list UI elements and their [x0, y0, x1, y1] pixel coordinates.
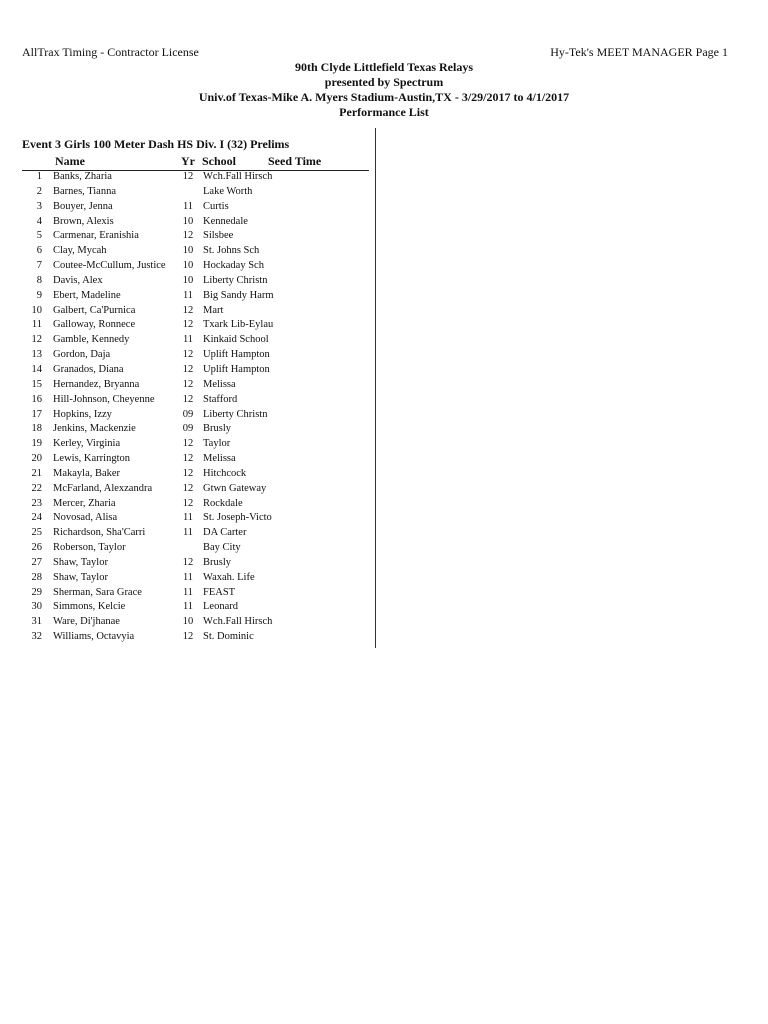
athlete-name-cell: Clay, Mycah [53, 245, 107, 257]
school-cell: Leonard [203, 601, 238, 613]
table-row [0, 259, 375, 274]
school-cell: Wch.Fall Hirsch [203, 171, 273, 182]
year-cell: 12 [182, 467, 194, 479]
place-cell: 26 [31, 542, 42, 554]
table-row [0, 200, 375, 215]
athlete-name-cell: Gamble, Kennedy [53, 334, 130, 346]
school-cell: Taylor [203, 438, 231, 450]
table-row [0, 437, 375, 452]
table-row [0, 393, 375, 408]
school-cell: Bay City [203, 542, 241, 554]
year-cell: 11 [182, 512, 194, 524]
table-row [0, 170, 375, 185]
year-cell: 12 [182, 393, 194, 405]
year-cell: 11 [182, 527, 194, 539]
place-cell: 31 [31, 616, 42, 628]
athlete-name-cell: Shaw, Taylor [53, 571, 108, 583]
year-cell: 10 [182, 215, 194, 227]
table-row [0, 304, 375, 319]
athlete-name-cell: Hopkins, Izzy [53, 408, 112, 420]
year-cell: 10 [182, 616, 194, 628]
report-title: Performance List [339, 105, 429, 119]
place-cell: 18 [31, 423, 42, 435]
place-cell: 9 [36, 289, 42, 301]
athlete-name-cell: Shaw, Taylor [53, 556, 108, 568]
place-cell: 29 [31, 586, 42, 598]
table-row [0, 556, 375, 571]
place-cell: 10 [31, 304, 42, 316]
year-cell: 09 [182, 408, 194, 420]
table-row [0, 467, 375, 482]
place-cell: 21 [31, 467, 42, 479]
athlete-name-cell: Lewis, Karrington [53, 453, 130, 465]
year-cell: 10 [182, 245, 194, 257]
place-cell: 13 [31, 349, 42, 361]
year-cell: 11 [182, 289, 194, 301]
athlete-name-cell: Kerley, Virginia [53, 438, 121, 450]
place-cell: 2 [36, 185, 42, 197]
school-cell: Hockaday Sch [203, 260, 264, 272]
place-cell: 22 [31, 482, 42, 494]
table-row [0, 408, 375, 423]
school-cell: Hitchcock [203, 467, 247, 479]
table-row [0, 600, 375, 615]
year-cell: 12 [182, 556, 194, 568]
athlete-name-cell: Barnes, Tianna [53, 185, 116, 197]
meet-title: 90th Clyde Littlefield Texas Relays [294, 60, 473, 74]
athlete-name-cell: Galloway, Ronnece [53, 319, 136, 331]
table-row [0, 422, 375, 437]
column-header-name: Name [55, 154, 85, 168]
place-cell: 28 [31, 571, 42, 583]
table-row [0, 348, 375, 363]
place-cell: 8 [36, 274, 42, 286]
year-cell: 10 [182, 260, 194, 272]
school-cell: Uplift Hampton [203, 363, 270, 375]
year-cell: 10 [182, 274, 194, 286]
table-row [0, 482, 375, 497]
athlete-name-cell: Novosad, Alisa [53, 512, 118, 524]
year-cell: 11 [182, 571, 194, 583]
school-cell: St. Johns Sch [203, 245, 260, 257]
school-cell: Txark Lib-Eylau [203, 319, 274, 331]
athlete-name-cell: Williams, Octavyia [53, 631, 135, 643]
year-cell: 12 [182, 482, 194, 494]
table-row [0, 541, 375, 556]
year-cell: 11 [182, 586, 194, 598]
athlete-name-cell: McFarland, Alexzandra [53, 482, 153, 494]
table-row [0, 185, 375, 200]
school-cell: Liberty Christn [203, 274, 268, 286]
school-cell: Liberty Christn [203, 408, 268, 420]
place-cell: 4 [36, 215, 42, 227]
school-cell: Uplift Hampton [203, 349, 270, 361]
place-cell: 5 [36, 230, 42, 242]
place-cell: 1 [36, 171, 42, 182]
place-cell: 19 [31, 438, 42, 450]
year-cell: 11 [182, 334, 194, 346]
place-cell: 27 [31, 556, 42, 568]
year-cell: 12 [182, 438, 194, 450]
place-cell: 7 [36, 260, 42, 272]
athlete-name-cell: Roberson, Taylor [53, 542, 126, 554]
athlete-name-cell: Hill-Johnson, Cheyenne [53, 393, 155, 405]
place-cell: 20 [31, 453, 42, 465]
place-cell: 11 [31, 319, 42, 331]
athlete-name-cell: Gordon, Daja [53, 349, 111, 361]
table-row [0, 630, 375, 645]
year-cell: 12 [182, 497, 194, 509]
school-cell: Melissa [203, 453, 236, 465]
table-row [0, 229, 375, 244]
table-row [0, 363, 375, 378]
athlete-name-cell: Ware, Di'jhanae [53, 616, 120, 628]
place-cell: 25 [31, 527, 42, 539]
place-cell: 23 [31, 497, 42, 509]
place-cell: 32 [31, 631, 42, 643]
school-cell: Curtis [203, 200, 229, 212]
table-row [0, 244, 375, 259]
year-cell: 12 [182, 453, 194, 465]
place-cell: 14 [31, 363, 42, 375]
meet-title-block [0, 60, 768, 120]
column-header-seed-time: Seed Time [268, 154, 322, 168]
athlete-name-cell: Brown, Alexis [53, 215, 114, 227]
year-cell: 12 [182, 319, 194, 331]
athlete-name-cell: Simmons, Kelcie [53, 601, 126, 613]
table-row [0, 586, 375, 601]
year-cell: 11 [182, 200, 194, 212]
table-row [0, 571, 375, 586]
school-cell: Brusly [203, 423, 232, 435]
year-cell: 12 [182, 304, 194, 316]
place-cell: 17 [31, 408, 42, 420]
place-cell: 12 [31, 334, 42, 346]
school-cell: Kinkaid School [203, 334, 269, 346]
school-cell: Gtwn Gateway [203, 482, 267, 494]
school-cell: St. Joseph-Victo [203, 512, 272, 524]
column-header-yr: Yr [181, 154, 195, 168]
school-cell: Big Sandy Harm [203, 289, 274, 301]
year-cell: 12 [182, 631, 194, 643]
place-cell: 3 [36, 200, 42, 212]
athlete-name-cell: Coutee-McCullum, Justice [53, 260, 166, 272]
table-row [0, 615, 375, 630]
year-cell: 12 [182, 171, 194, 182]
table-row [0, 274, 375, 289]
page-info: Hy-Tek's MEET MANAGER Page 1 [550, 45, 728, 59]
table-row [0, 318, 375, 333]
school-cell: Waxah. Life [203, 571, 255, 583]
school-cell: Stafford [203, 393, 238, 405]
school-cell: Wch.Fall Hirsch [203, 616, 273, 628]
table-row [0, 333, 375, 348]
place-cell: 15 [31, 378, 42, 390]
school-cell: St. Dominic [203, 631, 254, 643]
school-cell: Mart [203, 304, 224, 316]
school-cell: Kennedale [203, 215, 248, 227]
school-cell: Melissa [203, 378, 236, 390]
year-cell: 12 [182, 378, 194, 390]
place-cell: 16 [31, 393, 42, 405]
performance-list [0, 170, 375, 645]
athlete-name-cell: Ebert, Madeline [53, 289, 121, 301]
column-divider [375, 128, 376, 648]
place-cell: 30 [31, 601, 42, 613]
school-cell: DA Carter [203, 527, 247, 539]
school-cell: Brusly [203, 556, 232, 568]
athlete-name-cell: Granados, Diana [53, 363, 124, 375]
table-row [0, 215, 375, 230]
athlete-name-cell: Bouyer, Jenna [53, 200, 113, 212]
table-row [0, 378, 375, 393]
athlete-name-cell: Carmenar, Eranishia [53, 230, 139, 242]
place-cell: 24 [31, 512, 42, 524]
athlete-name-cell: Sherman, Sara Grace [53, 586, 142, 598]
table-row [0, 526, 375, 541]
school-cell: Lake Worth [203, 185, 253, 197]
athlete-name-cell: Hernandez, Bryanna [53, 378, 140, 390]
place-cell: 6 [36, 245, 42, 257]
meet-venue: Univ.of Texas-Mike A. Myers Stadium-Austin,TX - 3/29/2017 to 4/1/2017 [198, 90, 570, 104]
athlete-name-cell: Richardson, Sha'Carri [53, 527, 146, 539]
school-cell: FEAST [203, 586, 236, 598]
column-header-school: School [202, 154, 237, 168]
license-text: AllTrax Timing - Contractor License [22, 45, 199, 59]
table-row [0, 497, 375, 512]
athlete-name-cell: Galbert, Ca'Purnica [53, 304, 136, 316]
year-cell: 12 [182, 349, 194, 361]
table-row [0, 511, 375, 526]
athlete-name-cell: Makayla, Baker [53, 467, 121, 479]
table-row [0, 289, 375, 304]
school-cell: Rockdale [203, 497, 243, 509]
year-cell: 11 [182, 601, 194, 613]
year-cell: 12 [182, 230, 194, 242]
meet-sponsor: presented by Spectrum [324, 75, 444, 89]
event-title: Event 3 Girls 100 Meter Dash HS Div. I (32) Prelims [22, 137, 290, 151]
athlete-name-cell: Mercer, Zharia [53, 497, 116, 509]
school-cell: Silsbee [203, 230, 234, 242]
year-cell: 09 [182, 423, 194, 435]
athlete-name-cell: Jenkins, Mackenzie [53, 423, 136, 435]
table-row [0, 452, 375, 467]
year-cell: 12 [182, 363, 194, 375]
athlete-name-cell: Davis, Alex [53, 274, 103, 286]
athlete-name-cell: Banks, Zharia [53, 171, 112, 182]
